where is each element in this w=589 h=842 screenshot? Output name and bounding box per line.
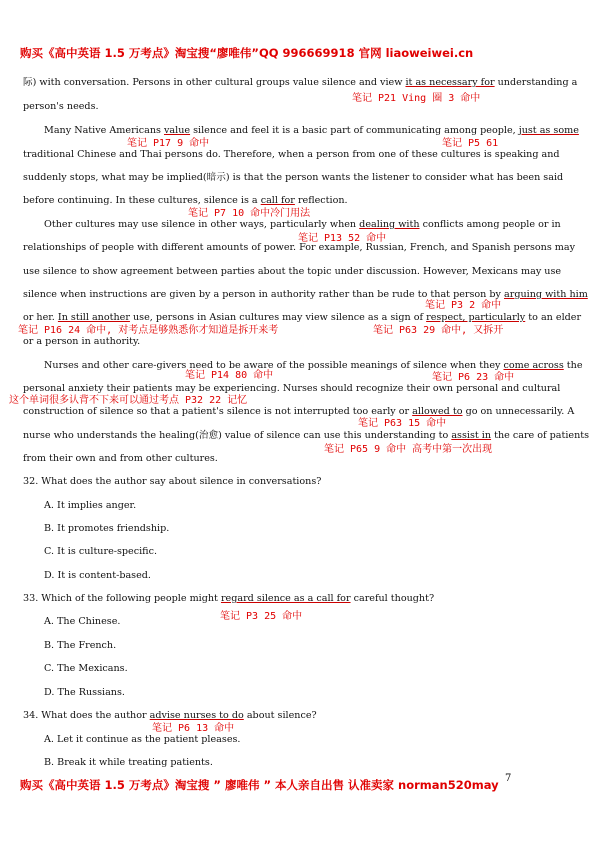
question-33-stem: 33. Which of the following people might regard silence as a call for careful thought? [23, 593, 435, 604]
question-32-option-c[interactable]: C. It is culture-specific. [44, 546, 157, 557]
question-34-stem: 34. What does the author advise nurses to do about silence? [23, 710, 317, 721]
passage-line-5: suddenly stops, what may be implied(暗示) is that the person wants the listener to consider what has been said [23, 172, 564, 183]
note-annotation: 笔记 P6 13 命中 [152, 723, 235, 734]
passage-line-8: relationships of people with different amounts of power. For example, Russian, French, and Spanish persons may [23, 242, 576, 253]
note-annotation: 笔记 P16 24 命中, 对考点是够熟悉你才知道是拆开来考 [18, 325, 279, 336]
note-annotation: 笔记 P14 80 命中 [185, 370, 274, 381]
note-annotation: 笔记 P3 2 命中 [425, 300, 502, 311]
note-annotation: 笔记 P6 23 命中 [432, 372, 515, 383]
underlined-phrase: come across [503, 360, 564, 371]
page-number: 7 [505, 773, 512, 784]
passage-line-7: Other cultures may use silence in other ways, particularly when dealing with conflicts among people or in [44, 219, 561, 230]
question-32-option-b[interactable]: B. It promotes friendship. [44, 523, 170, 534]
question-32-option-d[interactable]: D. It is content-based. [44, 570, 151, 581]
note-annotation: 笔记 P5 61 [442, 138, 499, 149]
underlined-phrase: just as some [518, 125, 579, 136]
question-33-option-a[interactable]: A. The Chinese. [44, 616, 121, 627]
top-banner: 购买《高中英语 1.5 万考点》淘宝搜“廖唯伟”QQ 996669918 官网 liaoweiwei.cn [20, 46, 474, 60]
note-annotation: 笔记 P21 Ving 圈 3 命中 [352, 93, 481, 104]
passage-line-15: construction of silence so that a patient's silence is not interrupted too early or allowed to go on unnecessarily. A [23, 406, 575, 417]
passage-line-12: or a person in authority. [23, 336, 141, 347]
passage-line-2: person's needs. [23, 101, 99, 112]
passage-line-13: Nurses and other care-givers need to be aware of the possible meanings of silence when they come across the [44, 360, 583, 371]
question-33-option-d[interactable]: D. The Russians. [44, 687, 125, 698]
question-32-stem: 32. What does the author say about silence in conversations? [23, 476, 322, 487]
question-32-option-a[interactable]: A. It implies anger. [44, 500, 137, 511]
underlined-phrase: In still another [57, 312, 130, 323]
note-annotation: 笔记 P3 25 命中 [220, 611, 303, 622]
underlined-phrase: call for [260, 195, 295, 206]
question-33-option-c[interactable]: C. The Mexicans. [44, 663, 128, 674]
underlined-phrase: it as necessary for [405, 77, 495, 88]
note-annotation: 笔记 P7 10 命中冷门用法 [188, 208, 311, 219]
passage-line-11: or her. In still another use, persons in Asian cultures may view silence as a sign of respect, particularly to an elder [23, 312, 582, 323]
underlined-phrase: allowed to [412, 406, 463, 417]
note-annotation: 笔记 P63 15 命中 [358, 418, 447, 429]
passage-line-17: from their own and from other cultures. [23, 453, 218, 464]
note-annotation: 这个单词很多认背不下来可以通过考点 P32 22 记忆 [9, 395, 248, 406]
note-annotation: 笔记 P63 29 命中, 又拆开 [373, 325, 504, 336]
underlined-phrase: advise nurses to do [149, 710, 244, 721]
passage-line-6: before continuing. In these cultures, silence is a call for reflection. [23, 195, 348, 206]
underlined-phrase: respect, particularly [426, 312, 526, 323]
question-33-option-b[interactable]: B. The French. [44, 640, 117, 651]
bottom-banner: 购买《高中英语 1.5 万考点》淘宝搜 ” 廖唯伟 ” 本人亲自出售 认准卖家 norman520may [20, 778, 499, 792]
underlined-phrase: value [163, 125, 191, 136]
passage-line-10: silence when instructions are given by a person in authority rather than be rude to that person by arguing with him [23, 289, 588, 300]
underlined-phrase: assist in [451, 430, 492, 441]
underlined-phrase: dealing with [359, 219, 420, 230]
passage-line-16: nurse who understands the healing(治愈) value of silence can use this understanding to assist in the care of patients [23, 430, 589, 441]
note-annotation: 笔记 P13 52 命中 [298, 233, 387, 244]
note-annotation: 笔记 P65 9 命中 高考中第一次出现 [324, 444, 493, 455]
question-34-option-b[interactable]: B. Break it while treating patients. [44, 757, 213, 768]
passage-line-9: use silence to show agreement between parties about the topic under discussion. However, Mexicans may use [23, 266, 562, 277]
question-34-option-a[interactable]: A. Let it continue as the patient pleases. [44, 734, 241, 745]
underlined-phrase: regard silence as a call for [220, 593, 351, 604]
passage-line-4: traditional Chinese and Thai persons do. Therefore, when a person from one of these cultures is speaking and [23, 149, 560, 160]
underlined-phrase: arguing with him [504, 289, 588, 300]
passage-line-14: personal anxiety their patients may be experiencing. Nurses should recognize their own personal and cultural [23, 383, 561, 394]
note-annotation: 笔记 P17 9 命中 [127, 138, 210, 149]
passage-line-1: 际) with conversation. Persons in other cultural groups value silence and view it as necessary for understanding a [23, 77, 578, 88]
passage-line-3: Many Native Americans value silence and feel it is a basic part of communicating among people, just as some [44, 125, 579, 136]
